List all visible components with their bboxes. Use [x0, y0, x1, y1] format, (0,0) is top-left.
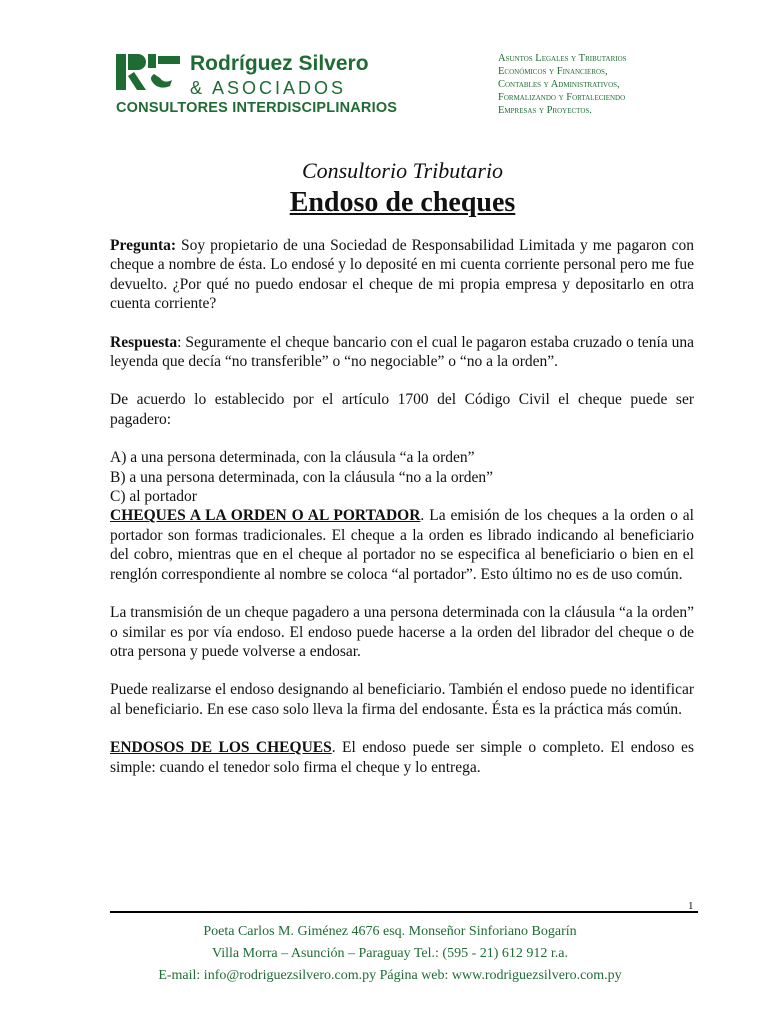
page-title: Endoso de cheques — [289, 187, 516, 218]
services-line: Empresas y Proyectos. — [498, 105, 592, 116]
footer-city-phone: Villa Morra – Asunción – Paraguay Tel.: (595 - 21) 612 912 r.a. — [211, 946, 569, 961]
article-body — [110, 236, 694, 796]
answer-paragraph — [110, 333, 694, 372]
brand-tagline: CONSULTORES INTERDISCIPLINARIOS — [116, 100, 398, 116]
footer — [0, 921, 768, 987]
brand-name: Rodríguez Silvero — [190, 52, 369, 75]
list-item: C) al portador — [110, 488, 197, 506]
answer-text: : Seguramente el cheque bancario con el cual le pagaron estaba cruzado o tenía una leyenda que decía “no transferible” o “no negociable” o “no a la orden”. — [110, 333, 694, 371]
question-text: Soy propietario de una Sociedad de Responsabilidad Limitada y me pagaron con cheque a nombre de ésta. Lo endosé y lo deposité en mi cuenta corriente personal pero me fue devuelto. ¿Por qué no puedo endosar el cheque de mi propia empresa y depositarlo en otra cuenta corriente? — [110, 237, 694, 313]
letterhead — [0, 0, 768, 140]
brand-subtitle: & ASOCIADOS — [190, 78, 347, 98]
section-heading: CHEQUES A LA ORDEN O AL PORTADOR — [110, 507, 421, 525]
paragraph: La transmisión de un cheque pagadero a una persona determinada con la cláusula “a la orden” o similar es por vía endoso. El endoso puede hacerse a la orden del librador del cheque o de otra persona y puede volverse a endosar. — [110, 604, 694, 660]
question-label: Pregunta: — [110, 237, 177, 254]
title-block — [0, 157, 768, 221]
section-text: . La emisión de los cheques a la orden o al portador son formas tradicionales. El cheque a la orden es librado indicando al beneficiario del cobro, mientras que en el cheque al portador no se especifica al beneficiario o bien en el renglón correspondiente al nombre se coloca “al portador”. Esto último no es de uso común. — [110, 507, 694, 583]
services-line: Contables y Administrativos, — [498, 79, 620, 90]
company-logo — [114, 50, 414, 122]
section-paragraph — [110, 738, 694, 777]
list-item: A) a una persona determinada, con la cláusula “a la orden” — [110, 449, 475, 467]
rs-monogram-icon — [114, 52, 184, 92]
answer-label: Respuesta — [110, 333, 178, 351]
section-kicker: Consultorio Tributario — [301, 158, 504, 183]
paragraph: De acuerdo lo establecido por el artículo 1700 del Código Civil el cheque puede ser pagadero: — [110, 391, 694, 428]
section-heading: ENDOSOS DE LOS CHEQUES — [110, 739, 332, 757]
page-number: 1 — [688, 900, 694, 912]
footer-contact: E-mail: info@rodriguezsilvero.com.py Página web: www.rodriguezsilvero.com.py — [158, 968, 622, 983]
services-line: Formalizando y Fortaleciendo — [498, 92, 626, 103]
services-list — [498, 52, 708, 117]
section-text: . El endoso puede ser simple o completo. El endoso es simple: cuando el tenedor solo firma el cheque y lo entrega. — [110, 739, 694, 776]
services-line: Económicos y Financieros, — [498, 66, 608, 77]
question-paragraph — [110, 236, 694, 314]
footer-divider — [110, 911, 698, 913]
paragraph: Puede realizarse el endoso designando al beneficiario. También el endoso puede no identificar al beneficiario. En ese caso solo lleva la firma del endosante. Ésta es la práctica más común. — [110, 681, 694, 718]
section-paragraph — [110, 506, 694, 584]
list-item: B) a una persona determinada, con la cláusula “no a la orden” — [110, 468, 494, 486]
services-line: Asuntos Legales y Tributarios — [498, 53, 627, 64]
footer-address: Poeta Carlos M. Giménez 4676 esq. Monseñor Sinforiano Bogarín — [203, 924, 577, 939]
